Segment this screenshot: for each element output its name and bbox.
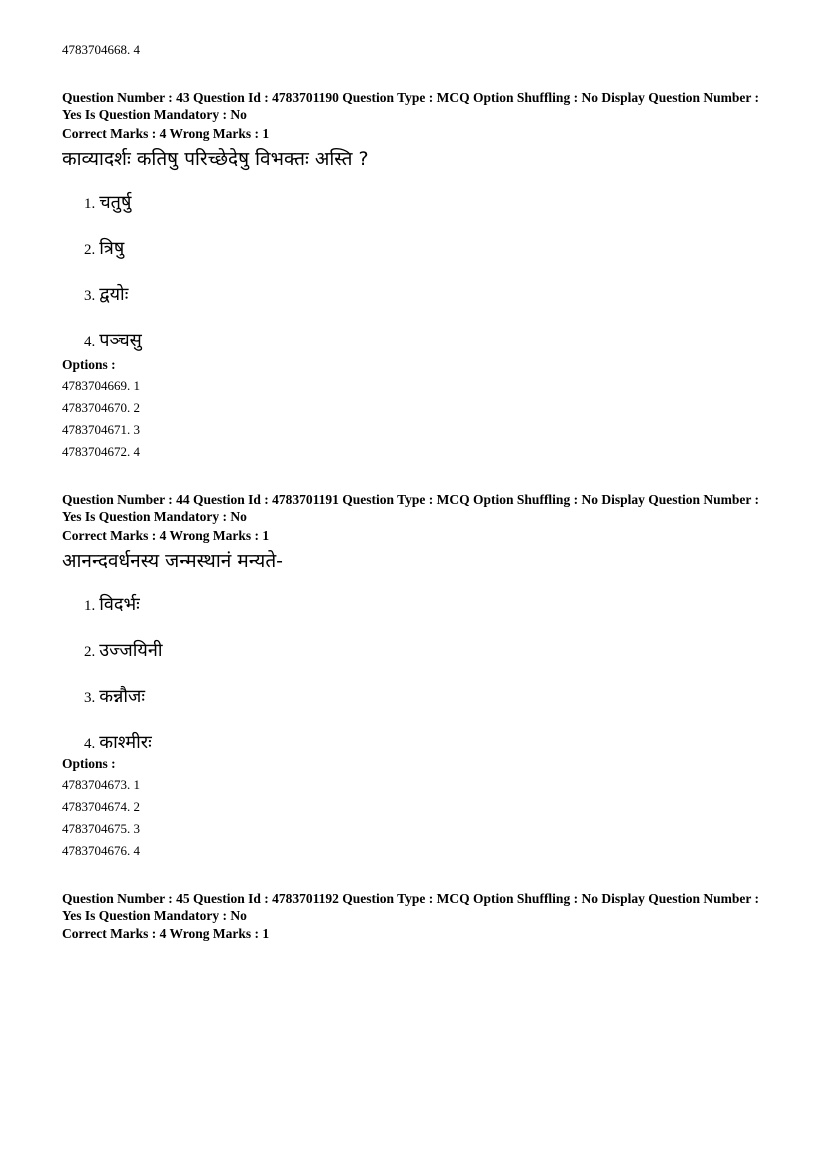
choice-text: त्रिषु [99, 238, 125, 259]
previous-option-id: 4783704668. 4 [62, 42, 140, 57]
choice-number: 2. [84, 242, 96, 258]
choice-number: 3. [84, 690, 96, 706]
question-45-marks: Correct Marks : 4 Wrong Marks : 1 [62, 926, 270, 941]
choice-text: उज्जयिनी [99, 640, 163, 661]
choice-text: विदर्भः [99, 594, 140, 615]
option-id: 4783704671. 3 [62, 422, 140, 437]
choice-text: पञ्चसु [99, 330, 142, 351]
choice-number: 1. [84, 598, 96, 614]
option-id: 4783704675. 3 [62, 821, 140, 836]
question-44-marks: Correct Marks : 4 Wrong Marks : 1 [62, 528, 270, 543]
choice-number: 1. [84, 196, 96, 212]
option-id: 4783704676. 4 [62, 843, 140, 858]
question-44-text: आनन्दवर्धनस्य जन्मस्थानं मन्यते- [62, 550, 284, 572]
question-44-choice-3 [84, 684, 145, 708]
choice-number: 3. [84, 288, 96, 304]
question-44-choice-2 [84, 638, 163, 662]
question-44-meta: Question Number : 44 Question Id : 4783701191 Question Type : MCQ Option Shuffling : No Display Question Number : Yes Is Question Mandatory : No [62, 492, 759, 524]
question-43-choice-4 [84, 328, 142, 352]
question-43-choice-1 [84, 190, 131, 214]
question-45-meta: Question Number : 45 Question Id : 4783701192 Question Type : MCQ Option Shuffling : No Display Question Number : Yes Is Question Mandatory : No [62, 891, 759, 923]
question-44-options-label: Options : [62, 756, 116, 771]
question-43-choice-2 [84, 236, 124, 260]
choice-number: 4. [84, 334, 96, 350]
choice-number: 4. [84, 736, 96, 752]
choice-text: द्वयोः [99, 284, 129, 305]
question-43-meta: Question Number : 43 Question Id : 4783701190 Question Type : MCQ Option Shuffling : No Display Question Number : Yes Is Question Mandatory : No [62, 90, 759, 122]
option-id: 4783704674. 2 [62, 799, 140, 814]
choice-text: काश्मीरः [99, 732, 152, 753]
option-id: 4783704669. 1 [62, 378, 140, 393]
question-43-text: काव्यादर्शः कतिषु परिच्छेदेषु विभक्तः अस्ति ? [62, 148, 369, 170]
question-43-choice-3 [84, 282, 128, 306]
choice-text: कन्नौजः [99, 686, 145, 707]
option-id: 4783704672. 4 [62, 444, 140, 459]
question-43-options-label: Options : [62, 357, 116, 372]
option-id: 4783704670. 2 [62, 400, 140, 415]
choice-number: 2. [84, 644, 96, 660]
choice-text: चतुर्षु [99, 192, 132, 213]
question-44-choice-1 [84, 592, 140, 616]
question-44-choice-4 [84, 730, 152, 754]
option-id: 4783704673. 1 [62, 777, 140, 792]
question-43-marks: Correct Marks : 4 Wrong Marks : 1 [62, 126, 270, 141]
